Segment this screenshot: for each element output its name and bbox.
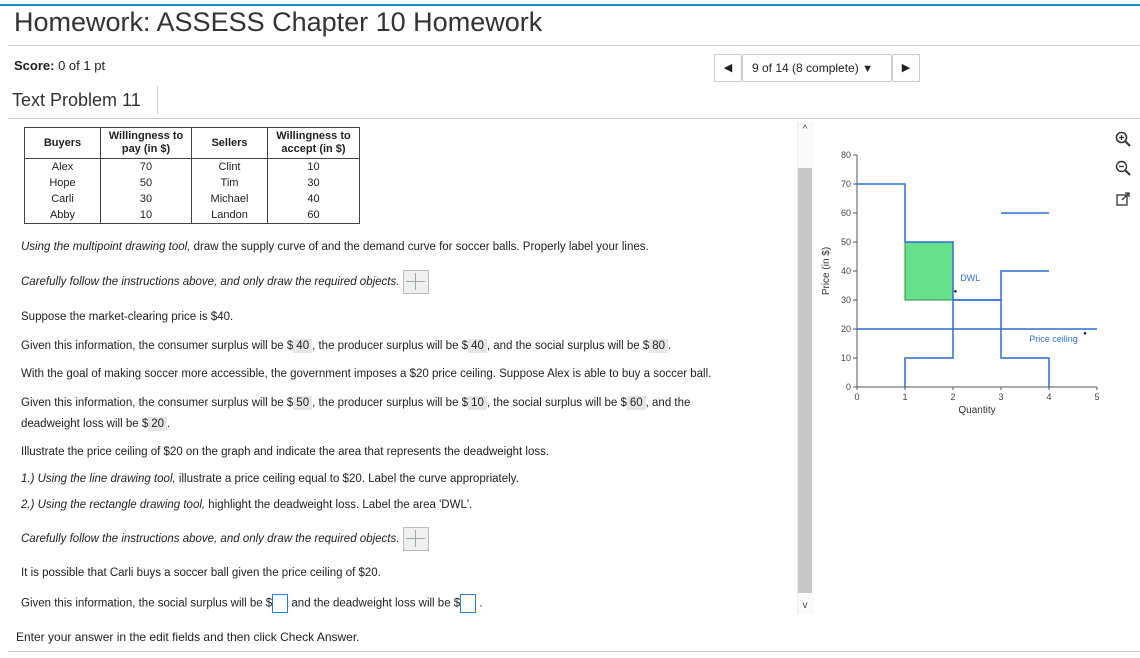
table-cell: Landon [192,207,268,224]
social-surplus-answer[interactable]: 60 [627,396,646,410]
text-span: Carefully follow the instructions above, and only draw the required objects. [21,276,400,289]
table-cell: Hope [25,175,101,191]
x-tick-label: 5 [1094,392,1100,402]
table-cell: Michael [192,191,268,207]
y-axis-label: Price (in $) [821,246,832,296]
text-span: Given this information, the social surplus will be $ [21,597,273,610]
text-span: , and the social surplus will be $ [486,340,650,352]
table-cell: Carli [25,191,101,207]
consumer-surplus-answer[interactable]: 50 [293,396,312,410]
table-cell: 30 [101,191,192,207]
prev-icon: ◀ [723,62,733,74]
previous-question-button[interactable] [714,54,742,82]
dropdown-icon: ▼ [862,63,873,75]
score-label: Score: [14,58,55,73]
italic-phrase: Using the multipoint drawing tool, [21,241,191,253]
problem-title: Text Problem 11 [12,90,141,110]
table-cell: 50 [101,175,192,191]
table-cell: Clint [192,159,268,176]
table-cell: Abby [25,207,101,224]
y-tick-label: 40 [840,266,851,276]
top-accent-bar [0,4,1140,6]
scrollbar-thumb[interactable] [798,168,812,593]
price-ceiling-label-point [1084,332,1087,335]
table-cell: Alex [25,159,101,176]
dwl-label: DWL [960,273,981,284]
table-cell: 40 [268,191,360,207]
social-surplus-input[interactable] [272,594,288,613]
text-span: illustrate a price ceiling equal to $20. Label the curve appropriately. [175,473,519,485]
x-axis-label: Quantity [958,405,996,416]
table-cell: 10 [101,207,192,224]
footer-instructions: Enter your answer in the edit fields and then click Check Answer. [16,630,360,644]
table-cell: 70 [101,159,192,176]
step-1-text [21,473,519,485]
divider [157,86,158,114]
text-span: Given this information, the consumer surplus will be $ [21,340,294,352]
table-row [25,207,360,224]
text-span: , and the [645,397,691,409]
italic-phrase: 1.) Using the line drawing tool, [21,473,176,485]
table-cell: Tim [192,175,268,191]
price-ceiling-label: Price ceiling [1029,334,1078,345]
question-position: 9 of 14 (8 complete) [752,61,859,75]
y-tick-label: 20 [840,324,851,334]
zoom-in-icon[interactable] [1113,131,1133,151]
text-span: and the deadweight loss will be $ [291,597,461,610]
divider [8,118,1140,119]
surplus-question-1 [21,340,671,352]
social-surplus-answer[interactable]: 80 [649,339,668,353]
text-span: . [479,597,483,610]
drawing-tool-icon[interactable] [403,270,429,294]
score [14,58,105,73]
y-tick-label: 50 [840,237,851,247]
x-tick-label: 2 [950,392,956,402]
y-tick-label: 0 [845,382,851,392]
y-tick-label: 10 [840,353,851,363]
supply-demand-graph[interactable] [815,125,1115,425]
page-title: Homework: ASSESS Chapter 10 Homework [14,7,543,37]
divider [8,651,1140,652]
text-span: Given this information, the consumer surplus will be $ [21,397,294,409]
table-header: Willingness to accept (in $) [268,128,360,159]
text-span: highlight the deadweight loss. Label the area 'DWL'. [205,499,473,511]
price-ceiling-text: With the goal of making soccer more accessible, the government imposes a $20 price ceiling. Suppose Alex is able to buy a soccer ball. [21,368,712,380]
text-span: deadweight loss will be $ [21,418,149,430]
popout-icon[interactable] [1113,191,1133,211]
deadweight-loss-answer[interactable]: 20 [148,417,167,431]
next-question-button[interactable] [892,54,920,82]
willingness-table [24,127,360,224]
text-span: . [668,340,672,352]
drawing-tool-icon[interactable] [403,527,429,551]
table-row [25,191,360,207]
table-header: Willingness to pay (in $) [101,128,192,159]
question-selector-dropdown[interactable] [742,54,892,82]
follow-instructions-text [21,527,429,551]
scroll-up-icon[interactable]: ^ [802,124,808,135]
surplus-question-2 [21,397,690,409]
surplus-question-2-cont [21,418,170,430]
zoom-out-icon[interactable] [1113,160,1133,180]
surplus-question-3 [21,594,483,613]
dwl-rectangle [905,242,953,300]
table-cell: 10 [268,159,360,176]
text-span: , the producer surplus will be $ [312,397,469,409]
possible-text: It is possible that Carli buys a soccer ball given the price ceiling of $20. [21,567,381,579]
deadweight-loss-input[interactable] [460,594,476,613]
table-cell: 60 [268,207,360,224]
score-value: 0 of 1 pt [58,58,106,73]
next-icon: ▶ [901,62,911,74]
x-tick-label: 1 [902,392,908,402]
text-span: Carefully follow the instructions above, and only draw the required objects. [21,533,400,546]
dwl-label-point [954,290,957,293]
consumer-surplus-answer[interactable]: 40 [293,339,312,353]
text-span: , the social surplus will be $ [486,397,627,409]
text-span: draw the supply curve of and the demand curve for soccer balls. Properly label your lines. [190,241,649,253]
table-row [25,175,360,191]
producer-surplus-answer[interactable]: 10 [468,396,487,410]
x-tick-label: 0 [854,392,860,402]
follow-instructions-text [21,270,429,294]
table-header: Buyers [25,128,101,159]
italic-phrase: 2.) Using the rectangle drawing tool, [21,499,206,511]
table-cell: 30 [268,175,360,191]
producer-surplus-answer[interactable]: 40 [468,339,487,353]
text-span: . [167,418,171,430]
text-span: , the producer surplus will be $ [312,340,469,352]
y-tick-label: 60 [840,208,851,218]
step-2-text [21,499,472,511]
divider [8,45,1140,46]
instruction-text [21,241,649,253]
y-tick-label: 30 [840,295,851,305]
y-tick-label: 80 [840,150,851,160]
x-tick-label: 3 [998,392,1004,402]
illustrate-text: Illustrate the price ceiling of $20 on the graph and indicate the area that represents the deadweight loss. [21,446,550,458]
table-header: Sellers [192,128,268,159]
market-price-text: Suppose the market-clearing price is $40. [21,311,234,323]
y-tick-label: 70 [840,179,851,189]
x-tick-label: 4 [1046,392,1052,402]
scroll-down-icon[interactable]: v [802,600,808,611]
table-row [25,159,360,176]
